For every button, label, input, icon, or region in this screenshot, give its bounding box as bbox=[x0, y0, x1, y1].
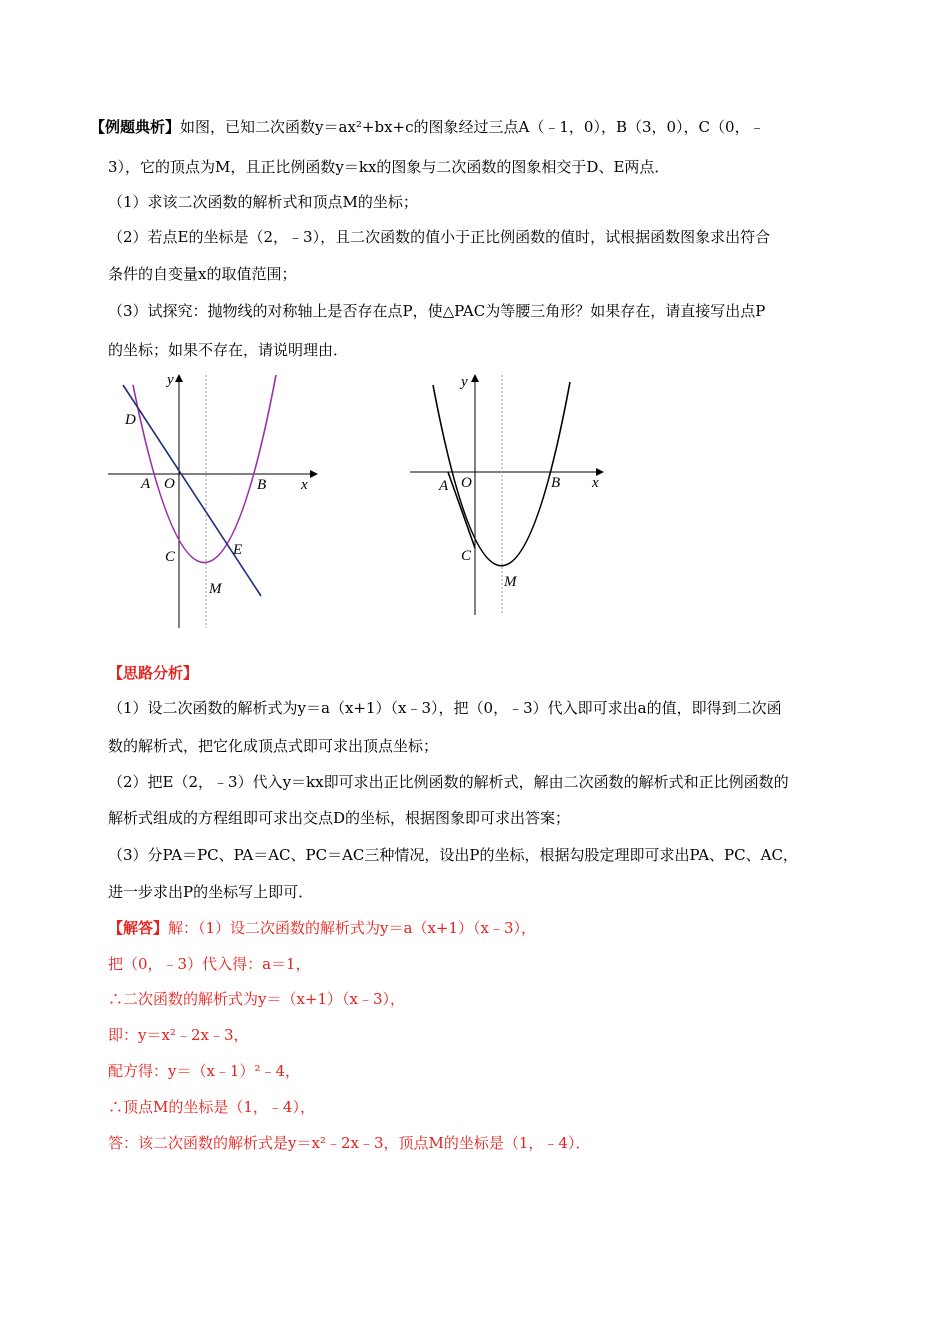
question-1: （1）求该二次函数的解析式和顶点M的坐标； bbox=[108, 193, 418, 211]
solution-line-2: 把（0，﹣3）代入得：a＝1， bbox=[108, 955, 311, 973]
label-y: y bbox=[167, 372, 174, 388]
label-C: C bbox=[165, 549, 176, 565]
question-3a: （3）试探究：抛物线的对称轴上是否存在点P，使△PAC为等腰三角形？如果存在，请直接写出点P bbox=[108, 302, 766, 320]
label-x: x bbox=[301, 477, 308, 493]
question-2a: （2）若点E的坐标是（2，﹣3），且二次函数的值小于正比例函数的值时，试根据函数图象求出符合 bbox=[108, 228, 771, 246]
solution-line-4: 即：y＝x²﹣2x﹣3， bbox=[108, 1026, 249, 1044]
label-O: O bbox=[164, 476, 175, 492]
question-3b: 的坐标；如果不存在，请说明理由． bbox=[108, 341, 349, 359]
label-M: M bbox=[504, 574, 517, 590]
problem-text-1: 如图，已知二次函数 bbox=[180, 118, 316, 136]
question-2b: 条件的自变量x的取值范围； bbox=[108, 265, 297, 283]
solution-line-1 bbox=[108, 918, 536, 938]
label-y: y bbox=[461, 374, 468, 390]
label-A: A bbox=[439, 478, 449, 494]
solution-line-3: ∴二次函数的解析式为y＝（x+1）（x﹣3）， bbox=[108, 990, 406, 1008]
problem-line-1 bbox=[90, 117, 765, 137]
label-B: B bbox=[257, 477, 267, 493]
label-E: E bbox=[233, 542, 243, 558]
problem-text-2: 的图象经过三点A（﹣1，0），B（3，0），C（0，﹣ bbox=[413, 118, 765, 136]
analysis-tag: 【思路分析】 bbox=[108, 664, 199, 682]
figure-1 bbox=[105, 370, 325, 635]
parabola bbox=[433, 382, 570, 566]
solution-line-5: 配方得：y＝（x﹣1）²﹣4， bbox=[108, 1062, 301, 1080]
label-A: A bbox=[141, 476, 151, 492]
analysis-2a: （2）把E（2，﹣3）代入y＝kx即可求出正比例函数的解析式，解由二次函数的解析式和正比例函数的 bbox=[108, 773, 789, 791]
parabola bbox=[133, 375, 276, 563]
figure-2 bbox=[405, 370, 610, 620]
solution-line-6: ∴顶点M的坐标是（1，﹣4）， bbox=[108, 1098, 315, 1116]
label-C: C bbox=[461, 548, 472, 564]
analysis-3a: （3）分PA＝PC、PA＝AC、PC＝AC三种情况，设出P的坐标，根据勾股定理即可求出PA、PC、AC， bbox=[108, 846, 798, 864]
solution-line-7: 答：该二次函数的解析式是y＝x²﹣2x﹣3，顶点M的坐标是（1，﹣4）． bbox=[108, 1134, 591, 1152]
solution-text-1: 解：（1）设二次函数的解析式为y＝a（x+1）（x﹣3）， bbox=[168, 919, 537, 937]
analysis-2b: 解析式组成的方程组即可求出交点D的坐标，根据图象即可求出答案； bbox=[108, 809, 571, 827]
label-B: B bbox=[551, 475, 561, 491]
example-tag: 【例题典析】 bbox=[90, 118, 181, 136]
analysis-1b: 数的解析式，把它化成顶点式即可求出顶点坐标； bbox=[108, 737, 439, 755]
label-D: D bbox=[125, 412, 136, 428]
analysis-3b: 进一步求出P的坐标写上即可． bbox=[108, 883, 314, 901]
label-M: M bbox=[209, 581, 222, 597]
label-x: x bbox=[592, 475, 599, 491]
analysis-1a: （1）设二次函数的解析式为y＝a（x+1）（x﹣3），把（0，﹣3）代入即可求出a的值，即得到二次函 bbox=[108, 699, 782, 717]
solution-tag: 【解答】 bbox=[108, 919, 169, 937]
label-O: O bbox=[461, 475, 472, 491]
problem-equation: y＝ax²+bx+c bbox=[315, 118, 414, 136]
problem-line-2: 3），它的顶点为M，且正比例函数y＝kx的图象与二次函数的图象相交于D、E两点． bbox=[108, 158, 670, 176]
